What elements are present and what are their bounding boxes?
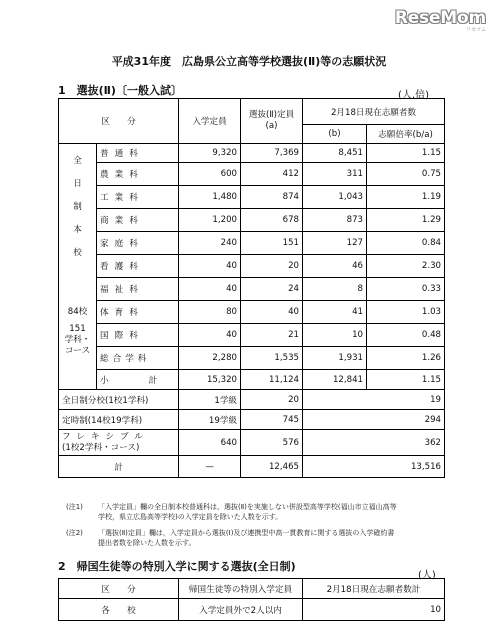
note-text-line-1: 「選抜(Ⅱ)定員」欄は，入学定員から選抜(Ⅰ)及び連携型中高一貫教育に関する選抜の入学確約書 — [98, 529, 395, 537]
row-name: 国際科 — [97, 324, 179, 347]
row-b: 1,931 — [303, 347, 367, 370]
table-row-teijisei — [59, 410, 445, 430]
note-number: (注2) — [66, 529, 83, 537]
row-name-2: (1校2学科・コース) — [62, 442, 140, 453]
table-row — [59, 599, 445, 621]
row-sel: 7,369 — [241, 144, 303, 163]
row-b: 10 — [303, 324, 367, 347]
row-sel: 24 — [241, 278, 303, 301]
table2-header-row — [59, 579, 445, 599]
row-ratio: 1.03 — [367, 301, 445, 324]
row-capacity: 40 — [179, 324, 241, 347]
row-capacity: 19学級 — [179, 410, 241, 430]
row-sel: 20 — [241, 255, 303, 278]
row-sel: 412 — [241, 163, 303, 186]
table-row — [59, 163, 445, 186]
table-row — [59, 144, 445, 163]
table-row — [59, 186, 445, 209]
row-b: 294 — [303, 410, 445, 430]
row-sel: 21 — [241, 324, 303, 347]
row-capacity: 40 — [179, 278, 241, 301]
row-name: 商業科 — [97, 209, 179, 232]
row-sel: 40 — [241, 301, 303, 324]
section2-heading: 2 帰国生徒等の特別入学に関する選抜(全日制) — [58, 560, 296, 573]
header-kubun: 区 分 — [59, 579, 179, 599]
side-char: 本 — [73, 225, 82, 235]
side-char: 制 — [73, 202, 82, 212]
row-capacity: 9,320 — [179, 144, 241, 163]
row-ratio: 1.29 — [367, 209, 445, 232]
row-sel: 20 — [241, 390, 303, 410]
table-row-total — [59, 456, 445, 478]
row-name: 小計 — [97, 370, 179, 390]
row-capacity: 1,480 — [179, 186, 241, 209]
note-text — [98, 502, 498, 522]
table-row — [59, 255, 445, 278]
side-courses-2: 学科・ — [64, 335, 91, 345]
row-name: 体育科 — [97, 301, 179, 324]
note-text — [98, 528, 498, 548]
header-b: (b) — [303, 125, 367, 144]
header-sel2-a: (a) — [265, 121, 278, 131]
row-sel: 151 — [241, 232, 303, 255]
row-capacity: 240 — [179, 232, 241, 255]
header-applicants: 2月18日現在志願者数計 — [303, 579, 445, 599]
row-sel: 576 — [241, 430, 303, 456]
row-capacity: — — [179, 456, 241, 478]
row-capacity: 1,200 — [179, 209, 241, 232]
row-ratio: 0.33 — [367, 278, 445, 301]
row-name: 総合学科 — [97, 347, 179, 370]
header-ratio: 志願倍率(b/a) — [367, 125, 445, 144]
table1-header-row-1 — [59, 99, 445, 125]
logo-text: ReseMom — [394, 8, 486, 28]
row-ratio: 0.75 — [367, 163, 445, 186]
header-sel2-label: 選抜(Ⅱ)定員 — [248, 110, 295, 120]
row-applicants: 10 — [303, 599, 445, 621]
side-label-zennichisei — [59, 144, 97, 390]
row-name: 家庭科 — [97, 232, 179, 255]
row-sel: 12,465 — [241, 456, 303, 478]
side-char: 校 — [73, 248, 82, 258]
row-sel: 11,124 — [241, 370, 303, 390]
table-row — [59, 232, 445, 255]
row-capacity: 640 — [179, 430, 241, 456]
table-row — [59, 209, 445, 232]
row-b: 13,516 — [303, 456, 445, 478]
header-capacity: 帰国生徒等の特別入学定員 — [179, 579, 303, 599]
table-row — [59, 324, 445, 347]
side-char: 日 — [73, 179, 82, 189]
row-b: 127 — [303, 232, 367, 255]
row-name: 工業科 — [97, 186, 179, 209]
row-capacity: 入学定員外で2人以内 — [179, 599, 303, 621]
section2-unit: (人) — [418, 570, 436, 581]
table-row — [59, 347, 445, 370]
row-capacity: 80 — [179, 301, 241, 324]
note-2 — [66, 528, 486, 550]
row-b: 1,043 — [303, 186, 367, 209]
row-ratio: 0.48 — [367, 324, 445, 347]
table-row-bunko — [59, 390, 445, 410]
row-b: 362 — [303, 430, 445, 456]
row-name: 福祉科 — [97, 278, 179, 301]
row-b: 12,841 — [303, 370, 367, 390]
header-capacity: 入学定員 — [179, 99, 241, 144]
row-ratio: 2.30 — [367, 255, 445, 278]
side-courses — [59, 324, 96, 357]
row-b: 873 — [303, 209, 367, 232]
note-1 — [66, 502, 486, 524]
side-courses-3: コース — [64, 346, 91, 356]
row-name: 定時制(14校19学科) — [59, 410, 179, 430]
row-name: 看護科 — [97, 255, 179, 278]
row-sel: 1,535 — [241, 347, 303, 370]
row-name: 計 — [59, 456, 179, 478]
row-ratio: 1.19 — [367, 186, 445, 209]
row-name-1: フレキシブル — [62, 431, 149, 442]
row-sel: 874 — [241, 186, 303, 209]
header-sel2 — [241, 99, 303, 144]
table-row-flexible — [59, 430, 445, 456]
table-row-subtotal — [59, 370, 445, 390]
row-capacity: 15,320 — [179, 370, 241, 390]
row-ratio: 0.84 — [367, 232, 445, 255]
section1-heading: 1 選抜(Ⅱ)〔一般入試〕 — [58, 84, 182, 97]
section1-unit: (人,倍) — [398, 90, 429, 101]
note-text-line-1: 「入学定員」欄の全日制本校普通科は，選抜(Ⅱ)を実施しない併設型高等学校(福山市立福山高等 — [98, 503, 397, 511]
row-b: 8,451 — [303, 144, 367, 163]
row-name: 各 校 — [59, 599, 179, 621]
side-courses-1: 151 — [69, 324, 86, 334]
row-ratio: 1.15 — [367, 144, 445, 163]
row-b: 46 — [303, 255, 367, 278]
row-name: 全日制分校(1校1学科) — [59, 390, 179, 410]
note-number: (注1) — [66, 503, 83, 511]
side-schools: 84校 — [67, 307, 88, 317]
header-kubun: 区 分 — [59, 99, 179, 144]
row-name — [59, 430, 179, 456]
row-name: 農業科 — [97, 163, 179, 186]
note-text-line-2: 学校，県立広島高等学校)の入学定員を除いた人数を示す。 — [98, 513, 283, 521]
row-b: 41 — [303, 301, 367, 324]
table-returnee — [58, 578, 445, 621]
side-char: 全 — [73, 156, 82, 166]
row-b: 19 — [303, 390, 445, 410]
row-sel: 678 — [241, 209, 303, 232]
row-capacity: 1学級 — [179, 390, 241, 410]
row-b: 311 — [303, 163, 367, 186]
header-applicants: 2月18日現在志願者数 — [303, 99, 445, 125]
table-selection-2 — [58, 98, 445, 478]
note-text-line-2: 提出者数を除いた人数を示す。 — [98, 539, 196, 547]
row-name: 普通科 — [97, 144, 179, 163]
row-b: 8 — [303, 278, 367, 301]
row-sel: 745 — [241, 410, 303, 430]
row-capacity: 40 — [179, 255, 241, 278]
row-capacity: 600 — [179, 163, 241, 186]
logo-subtext: リセマム — [466, 27, 486, 33]
page-title: 平成31年度 広島県公立高等学校選抜(Ⅱ)等の志願状況 — [111, 55, 387, 68]
site-logo — [395, 8, 486, 33]
row-capacity: 2,280 — [179, 347, 241, 370]
table-row — [59, 301, 445, 324]
row-ratio: 1.26 — [367, 347, 445, 370]
row-ratio: 1.15 — [367, 370, 445, 390]
table-row — [59, 278, 445, 301]
